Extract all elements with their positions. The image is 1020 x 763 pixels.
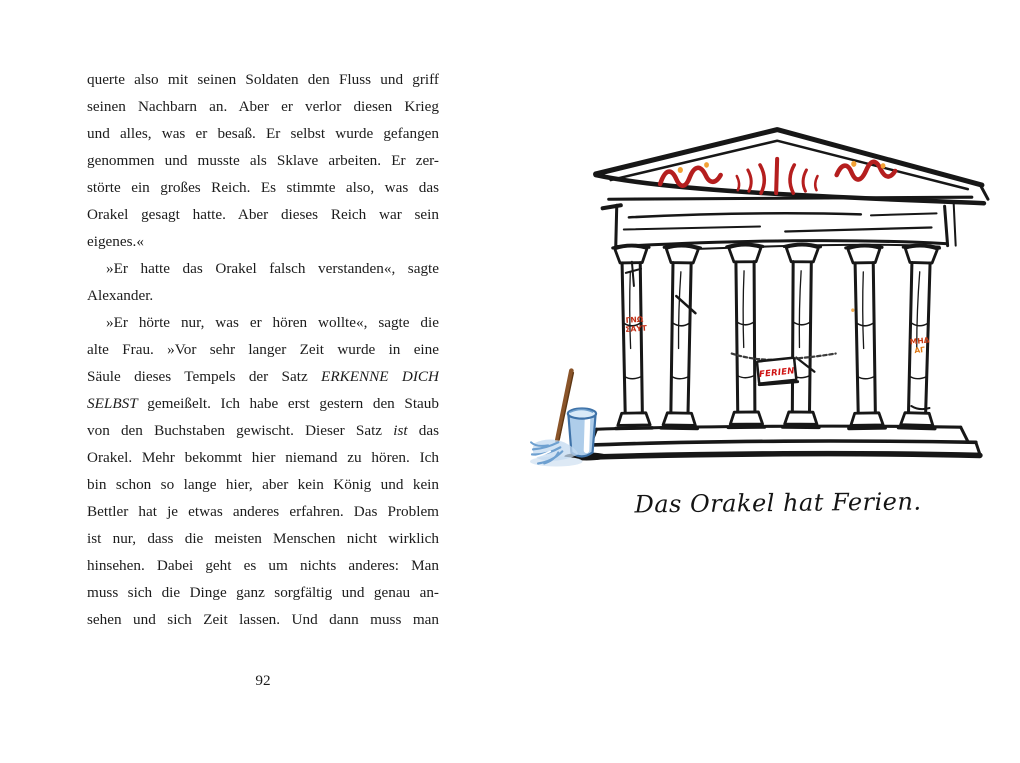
page-number: 92 [255,672,271,689]
entablature [603,203,956,249]
text-line: »Er hörte nur, was er hören wollte«, sagte die [106,314,439,331]
text-line: Bettler hat je etwas anderes erfahren. Das Problem [87,503,439,520]
text-line: und alles, was er besaß. Er selbst wurde gefangen [87,125,439,142]
body-text [87,66,439,633]
text-line: Orakel. Mehr bekommt hier niemand zu hören. Ich [87,449,439,466]
graffiti-left-line2: ΣΑΥΤ [625,323,648,335]
text-line: querte also mit seinen Soldaten den Fluss und griff [87,71,439,88]
text-line: alte Frau. »Vor sehr langer Zeit wurde in eine [87,341,439,358]
text-line: »Er hatte das Orakel falsch verstanden«, sagte [106,260,439,277]
ferien-sign [757,358,798,386]
text-line: sehen und sich Zeit lassen. Und dann muss man [87,611,439,628]
text-line: Alexander. [87,287,154,304]
graffiti-right-line2: ΑΓ [913,345,926,356]
columns [613,244,940,429]
text-line: von den Buchstaben gewischt. Dieser Satz ist das [87,422,439,439]
graffiti-left-line1: ΓΝΩ [625,314,644,325]
text-line: hinsehen. Dabei geht es um nichts anderes: Man [87,557,439,574]
graffiti-right-line1: ΜΗΔ [909,335,930,347]
ferien-sign-text: FERIEN [758,366,796,381]
text-line: störte ein großes Reich. Es stimmte also, was das [87,179,439,196]
temple-steps [577,426,979,457]
text-line: Orakel gesagt hatte. Aber dieses Reich war sein [87,206,439,223]
text-line: SELBST gemeißelt. Ich habe erst gestern den Staub [87,395,439,412]
text-line: muss sich die Dinge ganz sorgfältig und genau an- [87,584,439,601]
text-line: bin schon so lange hier, aber kein König und kein [87,476,439,493]
illustration-caption: Das Orakel hat Ferien. [634,487,922,519]
text-line: ist nur, dass die meisten Menschen nicht wirklich [87,530,439,547]
text-line: seinen Nachbarn an. Aber er verlor diesen Krieg [87,98,439,115]
temple-illustration [528,108,992,472]
text-line: genommen und musste als Sklave arbeiten. Er zer- [87,152,439,169]
text-line: eigenes.« [87,233,144,250]
text-line: Säule dieses Tempels der Satz ERKENNE DICH [87,368,439,385]
mop-bucket [530,371,609,467]
pediment-ornaments [660,159,895,312]
